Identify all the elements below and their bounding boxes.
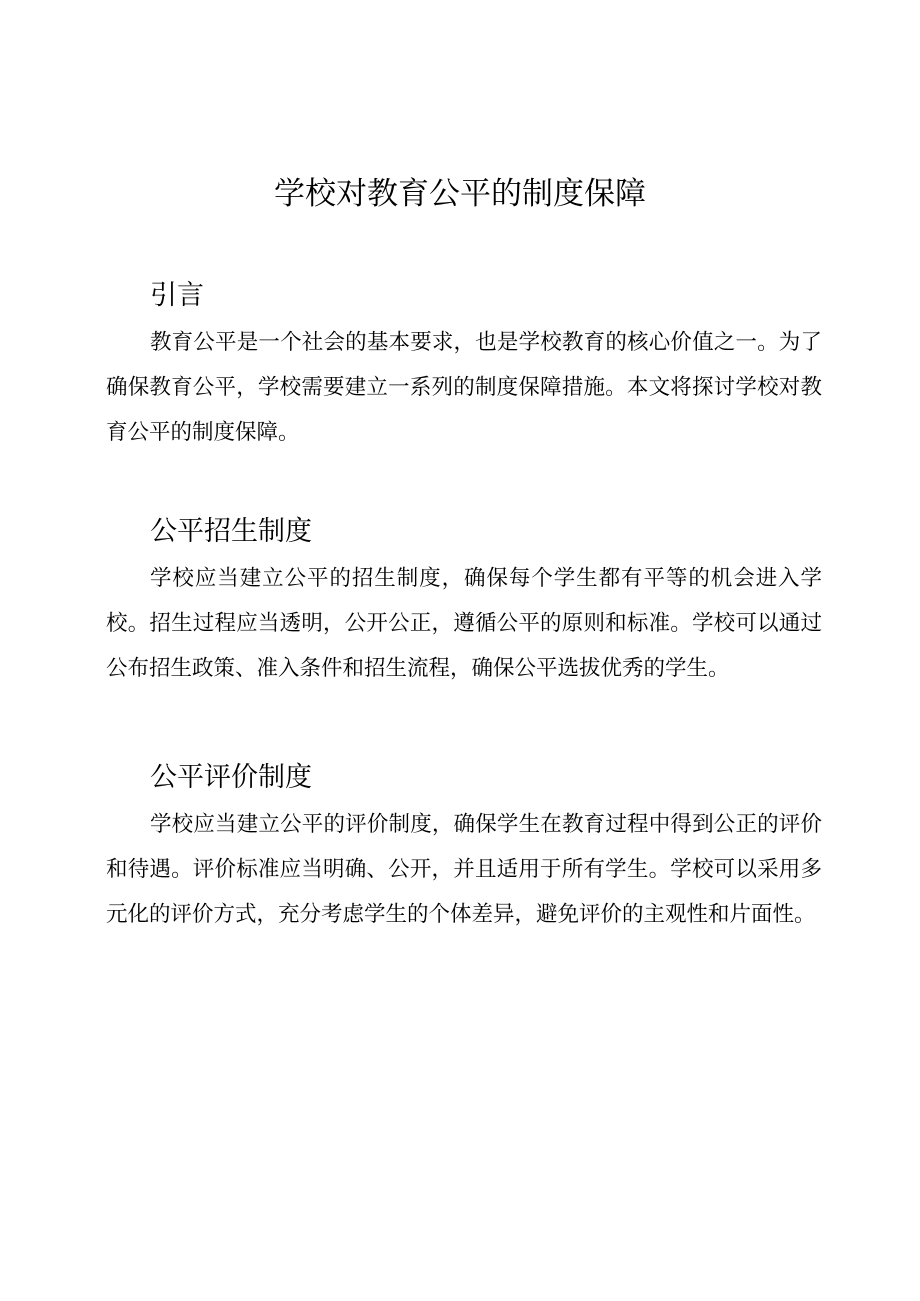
section-paragraph: 教育公平是一个社会的基本要求，也是学校教育的核心价值之一。为了确保教育公平，学校需要建立一系列的制度保障措施。本文将探讨学校对教育公平的制度保障。: [106, 330, 822, 445]
section-introduction: [106, 272, 822, 455]
section-heading: 公平评价制度: [150, 762, 312, 793]
section-fair-evaluation: [106, 754, 822, 937]
section-heading: 引言: [150, 280, 204, 311]
section-fair-admission: [106, 508, 822, 691]
section-paragraph: 学校应当建立公平的评价制度，确保学生在教育过程中得到公正的评价和待遇。评价标准应当明确、公开，并且适用于所有学生。学校可以采用多元化的评价方式，充分考虑学生的个体差异，避免评价的主观性和片面性。: [106, 812, 822, 927]
section-heading: 公平招生制度: [150, 516, 312, 547]
document-title: 学校对教育公平的制度保障: [274, 176, 646, 212]
section-paragraph: 学校应当建立公平的招生制度，确保每个学生都有平等的机会进入学校。招生过程应当透明，公开公正，遵循公平的原则和标准。学校可以通过公布招生政策、准入条件和招生流程，确保公平选拔优秀的学生。: [106, 566, 822, 681]
